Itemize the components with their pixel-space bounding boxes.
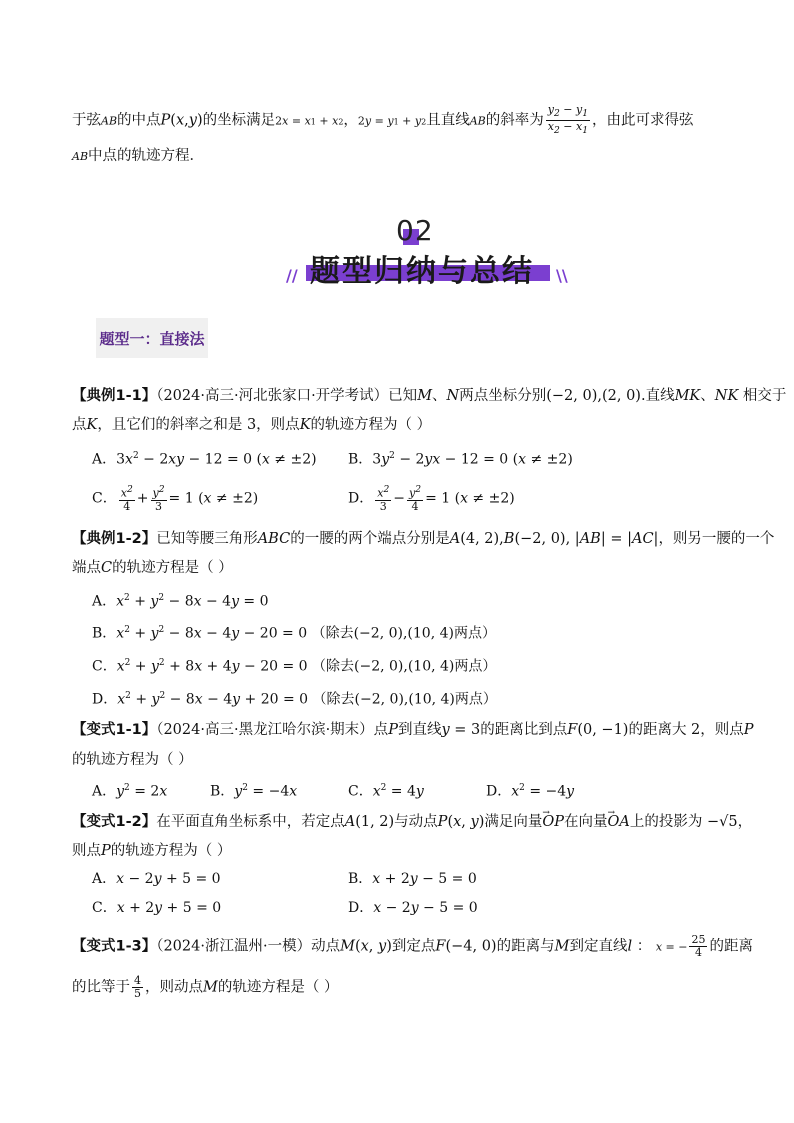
variant-1-1-option-a[interactable]: A．$y^2 = 2x$ bbox=[92, 783, 168, 800]
section-number: 02 bbox=[396, 214, 434, 247]
variant-1-2-option-a[interactable]: A．x − 2y + 5 = 0 bbox=[92, 871, 221, 887]
example-1-1-option-d[interactable]: D． $\frac{x^2}{3}$ − $\frac{y^2}{4}$ = 1 (x ≠ ±2) bbox=[348, 484, 515, 513]
variant-1-2-option-d[interactable]: D．x − 2y − 5 = 0 bbox=[348, 900, 478, 916]
variant-1-3-line-1: 【变式1-3】（2024·浙江温州·一模）动点M(x, y)到定点F(−4, 0)的距离与M到定直线l ： x = − $\frac{25}{4}$ 的距离 bbox=[72, 933, 753, 959]
example-1-2-line-2: 端点C的轨迹方程是（ ） bbox=[72, 560, 233, 576]
intro-line-2: AB中点的轨迹方程． bbox=[72, 148, 205, 164]
variant-1-1-option-d[interactable]: D．$x^2 = -4y$ bbox=[486, 783, 575, 800]
variant-1-1-line-2: 的轨迹方程为（ ） bbox=[72, 752, 193, 768]
section-title: 题型归纳与总结 bbox=[310, 254, 534, 289]
variant-1-1-option-b[interactable]: B．$y^2 = -4x$ bbox=[210, 783, 298, 800]
example-1-2-option-c[interactable]: C．$x^2 + y^2 + 8x + 4y - 20 = 0$ （除去(−2, 0),(10, 4)两点） bbox=[92, 658, 497, 675]
example-1-1-option-b[interactable]: B．$3y^2 - 2yx - 12 = 0$ (x ≠ ±2) bbox=[348, 451, 573, 468]
variant-1-2-option-c[interactable]: C．x + 2y + 5 = 0 bbox=[92, 900, 222, 916]
intro-line-1: 于弦AB的中点P(x,y)的坐标满足2x = x1 + x2，2y = y1 + y2且直线AB的斜率为 $\frac{y_2 - y_1}{x_2 - x_1}$ ，由此可求得弦 bbox=[72, 103, 694, 137]
example-1-2-option-b[interactable]: B．$x^2 + y^2 - 8x - 4y - 20 = 0$ （除去(−2, 0),(10, 4)两点） bbox=[92, 625, 496, 642]
variant-1-2-option-b[interactable]: B．x + 2y − 5 = 0 bbox=[348, 871, 477, 887]
variant-1-2-line-2: 则点P的轨迹方程为（ ） bbox=[72, 843, 232, 859]
example-1-2-option-a[interactable]: A．$x^2 + y^2 - 8x - 4y = 0$ bbox=[92, 593, 269, 610]
question-type-label: 题型一：直接法 bbox=[96, 318, 208, 358]
example-1-1-line-1: 【典例1-1】（2024·高三·河北张家口·开学考试）已知M、N两点坐标分别(−2, 0),(2, 0).直线MK、NK 相交于 bbox=[72, 388, 787, 404]
variant-1-1-line-1: 【变式1-1】（2024·高三·黑龙江哈尔滨·期末）点P到直线y = 3的距离比到点F(0, −1)的距离大 2，则点P bbox=[72, 722, 754, 738]
example-1-2-option-d[interactable]: D．$x^2 + y^2 - 8x - 4y + 20 = 0$ （除去(−2, 0),(10, 4)两点） bbox=[92, 691, 497, 708]
example-1-1-option-a[interactable]: A．$3x^2 - 2xy - 12 = 0$ (x ≠ ±2) bbox=[92, 451, 317, 468]
variant-1-1-option-c[interactable]: C．$x^2 = 4y$ bbox=[348, 783, 424, 800]
example-1-1-option-c[interactable]: C． $\frac{x^2}{4}$ + $\frac{y^2}{3}$ = 1 (x ≠ ±2) bbox=[92, 484, 259, 513]
variant-1-2-line-1: 【变式1-2】在平面直角坐标系中，若定点A(1, 2)与动点P(x, y)满足向量→ OP在向量→ OA上的投影为 −√5， bbox=[72, 812, 722, 832]
variant-1-3-line-2: 的比等于 $\frac{4}{5}$ ，则动点M的轨迹方程是（ ） bbox=[72, 974, 339, 1000]
slope-fraction: $\frac{y_2 - y_1}{x_2 - x_1}$ bbox=[547, 103, 589, 137]
example-1-2-line-1: 【典例1-2】已知等腰三角形ABC的一腰的两个端点分别是A(4, 2),B(−2, 0), |AB| = |AC|，则另一腰的一个 bbox=[72, 531, 775, 547]
slash-left-decoration: // bbox=[286, 266, 298, 285]
slash-right-decoration: \\ bbox=[556, 266, 568, 285]
example-1-1-line-2: 点K，且它们的斜率之和是 3，则点K的轨迹方程为（ ） bbox=[72, 417, 432, 433]
